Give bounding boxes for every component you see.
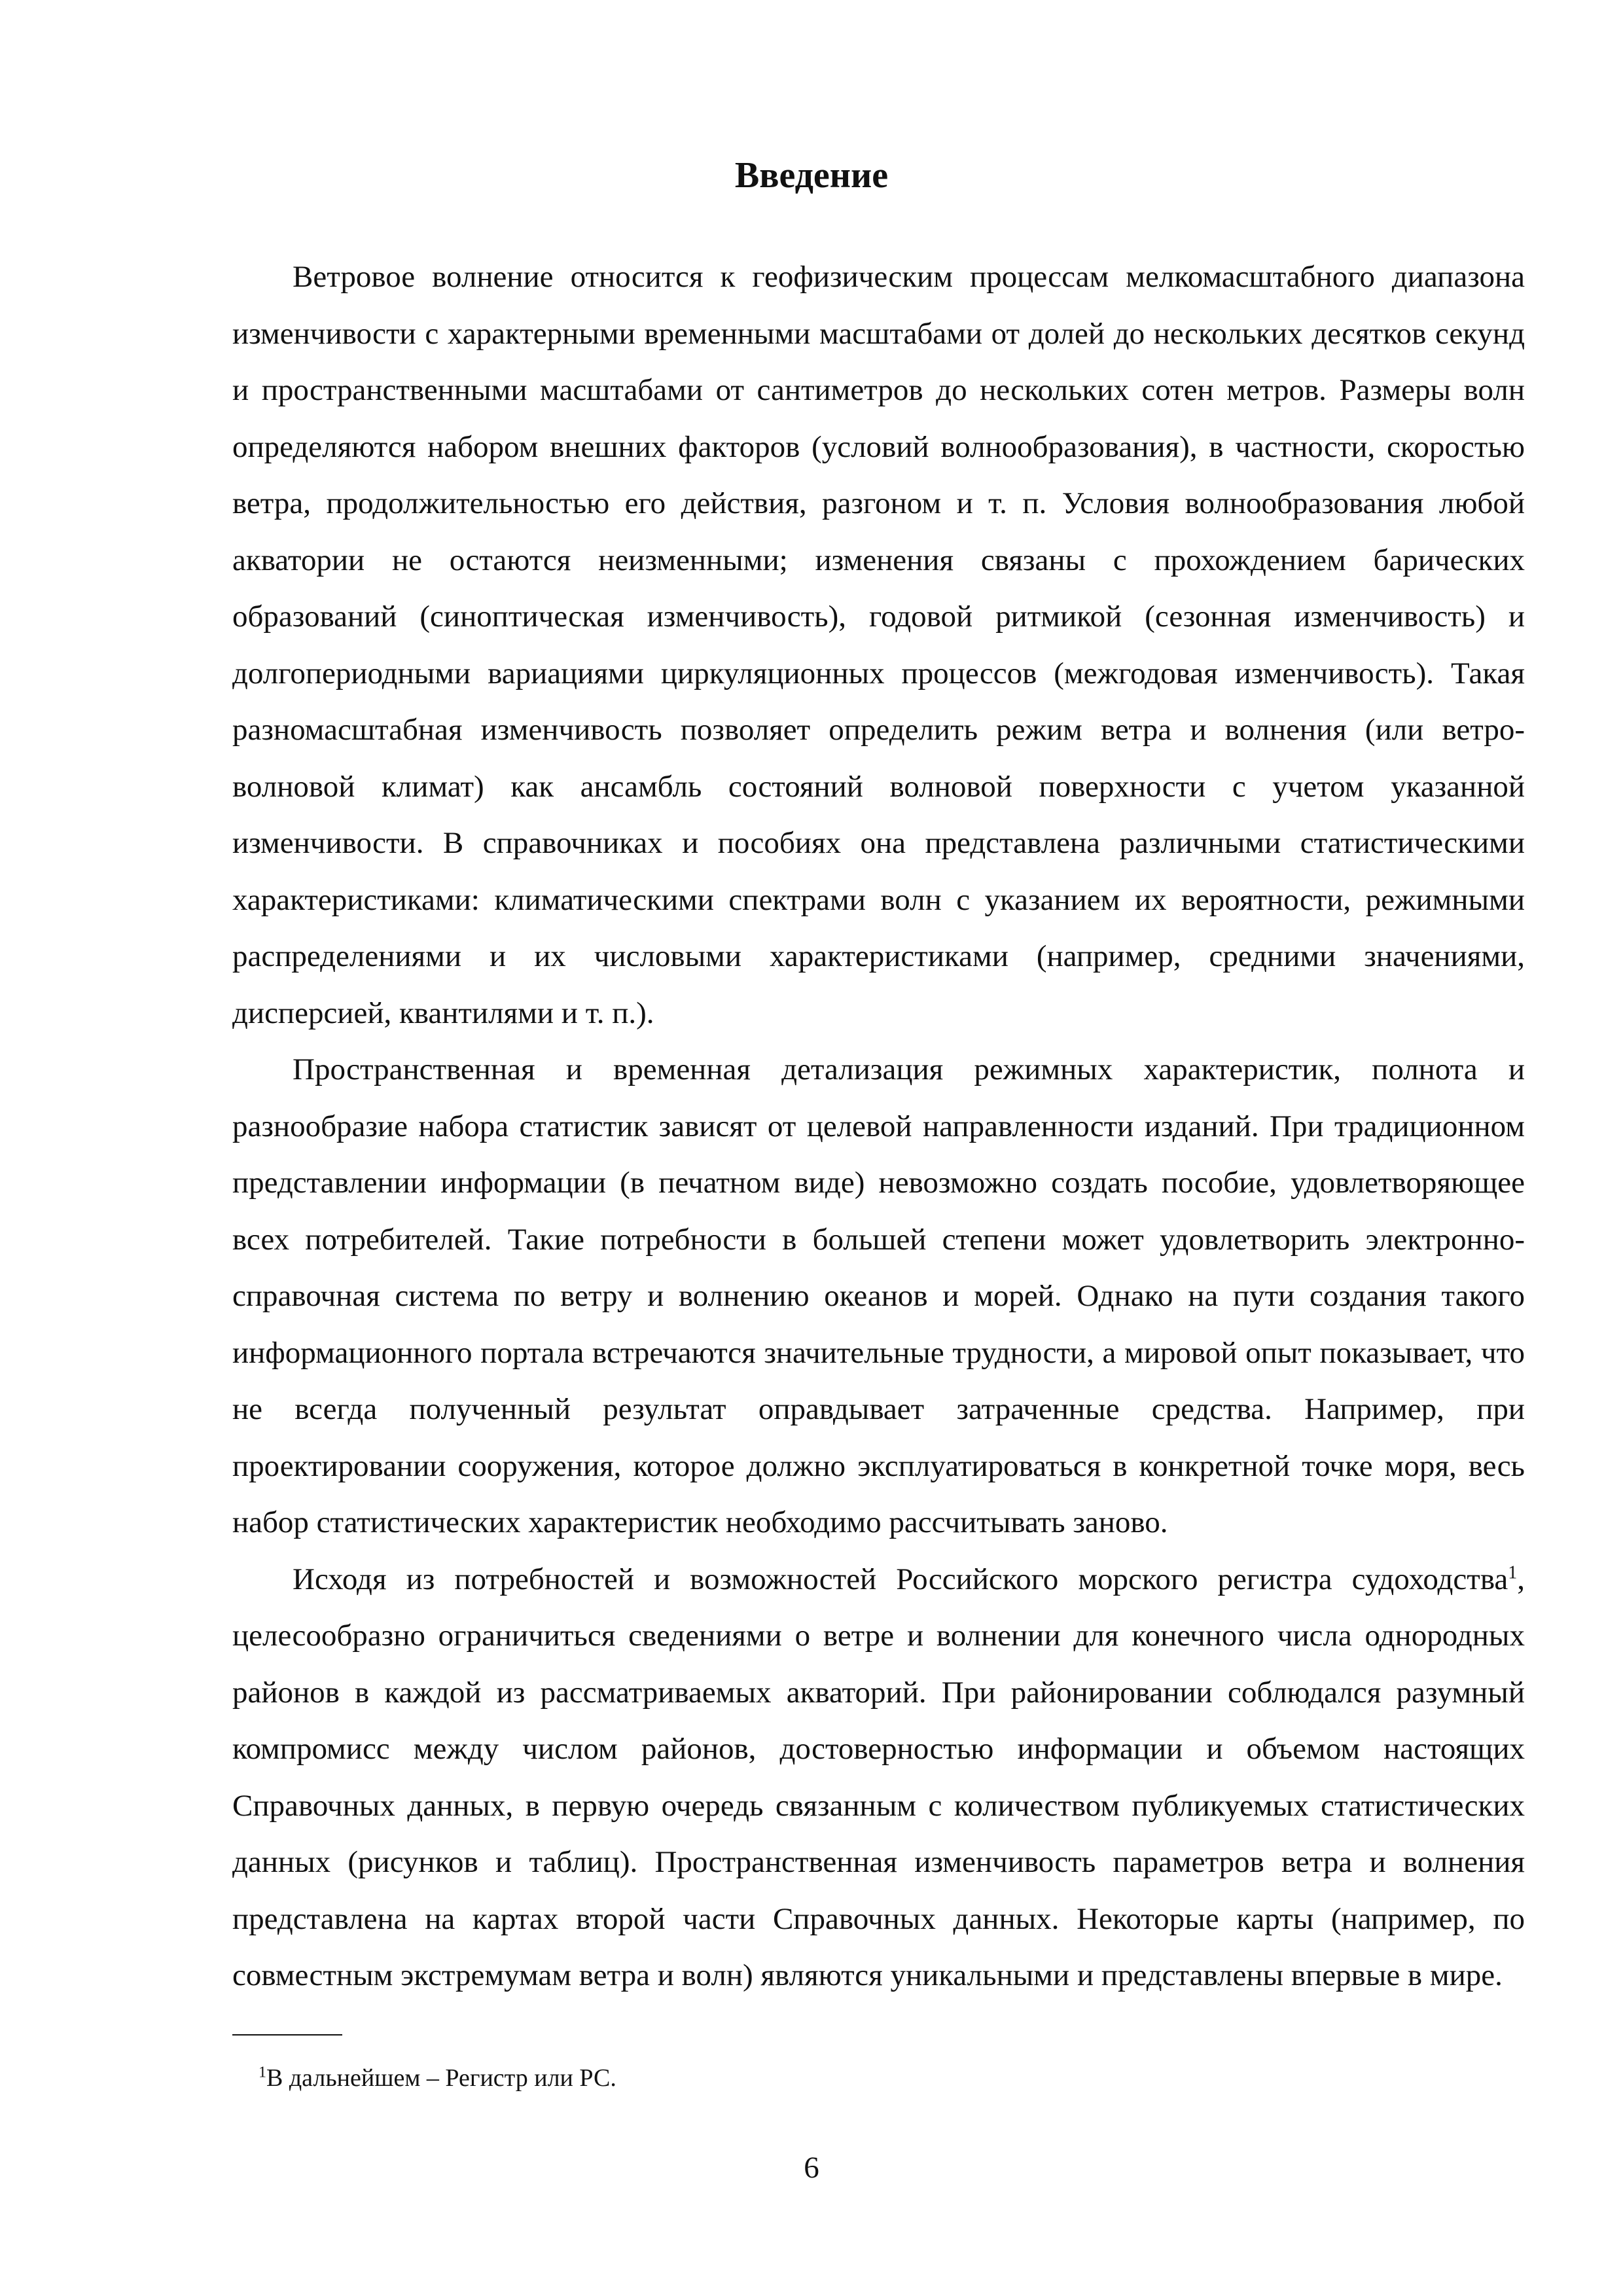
footnote [259,2062,616,2094]
paragraph-3-text-end: , целесообразно ограничиться сведениями о ветре и волнении для конечного числа однородных районов в каждой из рассматриваемых акваторий. При районировании соблюдался разумный компромисс между числом районов, достоверностью информации и объемом настоящих Справочных данных, в первую очередь связанным с количеством публикуемых статистических данных (рисунков и таблиц). Пространственная изменчивость параметров ветра и волнения представлена на картах второй части Справочных данных. Некоторые карты (например, по совместным экстремумам ветра и волн) являются уникальными и представлены впервые в мире. [232,1562,1525,1992]
paragraph-2: Пространственная и временная детализация режимных характеристик, полнота и разнообразие набора статистик зависят от целевой направленности изданий. При традиционном представлении информации (в печатном виде) невозможно создать пособие, удовлетворяющее всех потребителей. Такие потребности в большей степени может удовлетворить электронно-справочная система по ветру и волнению океанов и морей. Однако на пути создания такого информационного портала встречаются значительные трудности, а мировой опыт показывает, что не всегда полученный результат оправдывает затраченные средства. Например, при проектировании сооружения, которое должно эксплуатироваться в конкретной точке моря, весь набор статистических характеристик необходимо рассчитывать заново. [232,1052,1525,1539]
footnote-mark: 1 [259,2064,266,2081]
page-number: 6 [804,2151,819,2185]
footnote-reference-mark[interactable]: 1 [1508,1562,1518,1583]
paragraph-3 [232,1551,1525,2004]
paragraph-1: Ветровое волнение относится к геофизическим процессам мелкомасштабного диапазона изменчивости с характерными временными масштабами от долей до нескольких десятков секунд и пространственными масштабами от сантиметров до нескольких сотен метров. Размеры волн определяются набором внешних факторов (условий волнообразования), в частности, скоростью ветра, продолжительностью его действия, разгоном и т. п. Условия волнообразования любой акватории не остаются неизменными; изменения связаны с прохождением барических образований (синоптическая изменчивость), годовой ритмикой (сезонная изменчивость) и долгопериодными вариациями циркуляционных процессов (межгодовая изменчивость). Такая разномасштабная изменчивость позволяет определить режим ветра и волнения (или ветро-волновой климат) как ансамбль состояний волновой поверхности с учетом указанной изменчивости. В справочниках и пособиях она представлена различными статистическими характеристиками: климатическими спектрами волн с указанием их вероятности, режимными распределениями и их числовыми характеристиками (например, средними значениями, дисперсией, квантилями и т. п.). [232,260,1525,1030]
footnote-text: В дальнейшем – Регистр или РС. [266,2064,616,2092]
paragraph-3-text-start: Исходя из потребностей и возможностей Российского морского регистра судоходства [293,1562,1508,1596]
body-text [232,249,1525,2004]
page-title: Введение [734,155,889,196]
footnote-separator [232,2034,342,2036]
